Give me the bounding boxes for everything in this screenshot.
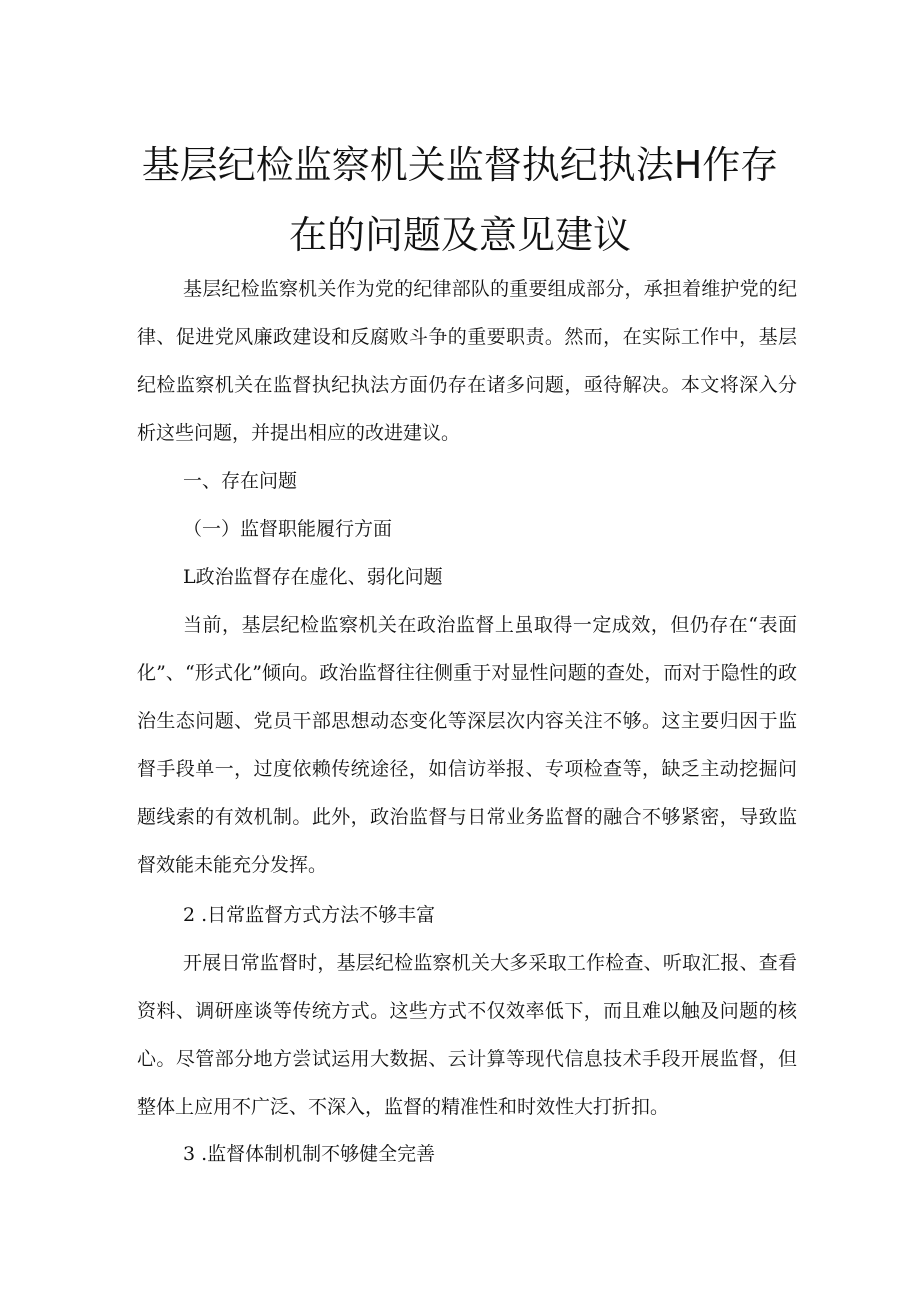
document-title-line-2: 在的问题及意见建议 [288,213,631,257]
item-heading-1: L政治监督存在虚化、弱化问题 [183,566,443,588]
item-heading-2: 2 .日常监督方式方法不够丰富 [183,904,436,926]
item-heading-3: 3 .监督体制机制不够健全完善 [183,1143,436,1165]
item-body-2: 开展日常监督时，基层纪检监察机关大多采取工作检查、听取汇报、查看资料、调研座谈等传统方式。这些方式不仅效率低下，而且难以触及问题的核心。尽管部分地方尝试运用大数据、云计算等现代信息技术手段开展监督，但整体上应用不广泛、不深入，监督的精准性和时效性大打折扣。 [137,952,797,1118]
document-title-line-1: 基层纪检监察机关监督执纪执法H作存 [141,143,779,187]
item-body-1: 当前，基层纪检监察机关在政治监督上虽取得一定成效，但仍存在“表面化”、“形式化”倾向。政治监督往往侧重于对显性问题的查处，而对于隐性的政治生态问题、党员干部思想动态变化等深层次内容关注不够。这主要归因于监督手段单一，过度依赖传统途径，如信访举报、专项检查等，缺乏主动挖掘问题线索的有效机制。此外，政治监督与日常业务监督的融合不够紧密，导致监督效能未能充分发挥。 [137,614,797,876]
intro-paragraph: 基层纪检监察机关作为党的纪律部队的重要组成部分，承担着维护党的纪律、促进党风廉政建设和反腐败斗争的重要职责。然而，在实际工作中，基层纪检监察机关在监督执纪执法方面仍存在诸多问题，亟待解决。本文将深入分析这些问题，并提出相应的改进建议。 [137,278,797,444]
subsection-heading-supervision: （一）监督职能履行方面 [183,518,393,540]
section-heading-problems: 一、存在问题 [183,470,298,492]
